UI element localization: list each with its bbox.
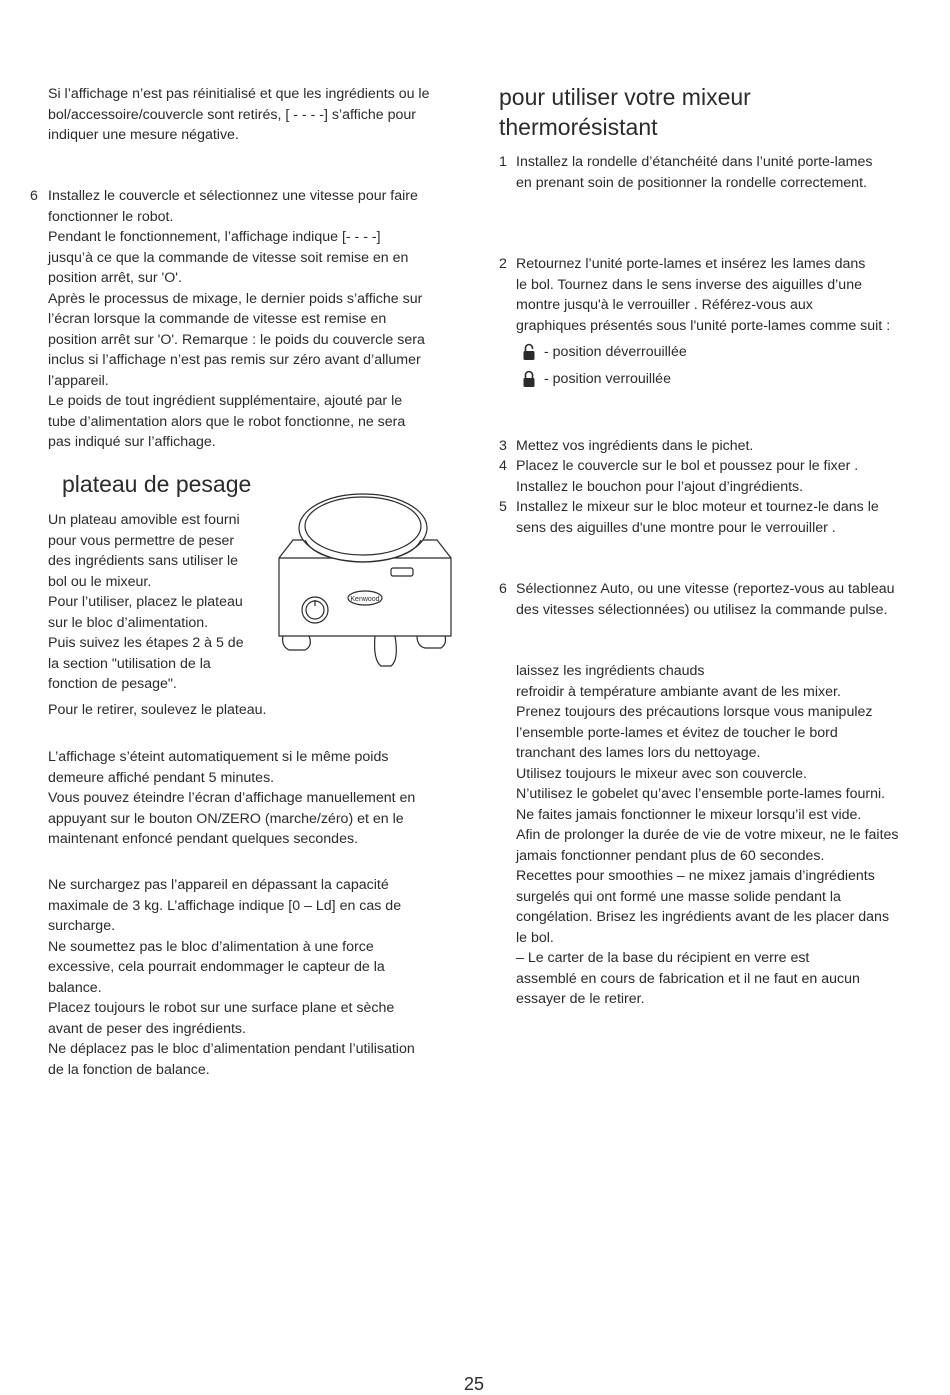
text-line: Utilisez toujours le mixeur avec son couvercle. — [516, 765, 807, 782]
step-5-paragraph — [516, 497, 879, 538]
text-line: demeure affiché pendant 5 minutes. — [48, 769, 275, 786]
text-line: pour utiliser votre mixeur — [499, 84, 751, 110]
text-line: L’affichage s’éteint automatiquement si le même poids — [48, 749, 389, 765]
text-line: congélation. Brisez les ingrédients avant de les placer dans — [516, 909, 890, 925]
text-line: inclus si l’affichage n’est pas remis sur zéro avant d’allumer — [48, 352, 421, 368]
text-line: appuyant sur le bouton ON/ZERO (marche/zéro) et en le — [48, 810, 404, 827]
step-3-paragraph — [516, 436, 753, 457]
text-line: Après le processus de mixage, le dernier poids s’affiche sur — [48, 290, 423, 307]
notes-paragraph — [516, 661, 899, 1010]
step-6-number: 6 — [30, 188, 38, 204]
text-line: bol ou le mixeur. — [48, 573, 152, 590]
text-line: l’ensemble porte-lames et évitez de toucher le bord — [516, 724, 838, 741]
text-line: Placez toujours le robot sur une surface plane et sèche — [48, 1000, 395, 1016]
section-heading — [499, 82, 751, 142]
scale-logo-text: Kenwood — [350, 596, 380, 603]
text-line: Pour l’utiliser, placez le plateau — [48, 594, 243, 610]
text-line: sens des aiguilles d'une montre pour le verrouiller . — [516, 519, 836, 536]
text-line: position arrêt sur 'O'. Remarque : le poids du couvercle sera — [48, 331, 425, 348]
text-line: surgelés qui ont formé une masse solide pendant la — [516, 888, 841, 905]
text-line: des ingrédients sans utiliser le — [48, 553, 239, 569]
step-6-right-number: 6 — [499, 581, 507, 597]
text-line: excessive, cela pourrait endommager le capteur de la — [48, 959, 385, 975]
step-3-number: 3 — [499, 438, 507, 454]
text-line: Puis suivez les étapes 2 à 5 de — [48, 635, 244, 651]
text-line: Vous pouvez éteindre l’écran d’affichage manuellement en — [48, 790, 416, 806]
step-2-paragraph — [516, 254, 890, 336]
text-line: Installez le bouchon pour l’ajout d’ingrédients. — [516, 478, 804, 495]
text-line: Recettes pour smoothies – ne mixez jamais d’ingrédients — [516, 868, 875, 884]
text-line: pour vous permettre de peser — [48, 532, 235, 549]
text-line: Le poids de tout ingrédient supplémentaire, ajouté par le — [48, 393, 403, 409]
unlocked-row — [522, 342, 687, 362]
weighing-platform-illustration — [275, 488, 455, 673]
remove-plate-line: Pour le retirer, soulevez le plateau. — [48, 702, 267, 718]
text-line: Prenez toujours des précautions lorsque vous manipulez — [516, 704, 873, 720]
text-line: Ne déplacez pas le bloc d’alimentation pendant l’utilisation — [48, 1041, 415, 1057]
auto-off-paragraph — [48, 747, 415, 850]
text-line: Ne soumettez pas le bloc d’alimentation à une force — [48, 938, 374, 955]
text-line: l’appareil. — [48, 372, 109, 389]
text-line: en prenant soin de positionner la rondelle correctement. — [516, 174, 867, 191]
text-line: indiquer une mesure négative. — [48, 127, 239, 143]
plateau-paragraph — [48, 510, 244, 695]
text-line: Ne faites jamais fonctionner le mixeur lorsqu’il est vide. — [516, 806, 862, 823]
text-line: la section "utilisation de la — [48, 655, 211, 672]
text-line: Retournez l’unité porte-lames et insérez les lames dans — [516, 256, 866, 272]
text-line: tube d’alimentation alors que le robot fonctionne, ne sera — [48, 413, 406, 430]
text-line: position arrêt, sur 'O'. — [48, 270, 182, 286]
step-4-paragraph — [516, 456, 858, 497]
text-line: Placez le couvercle sur le bol et poussez pour le fixer . — [516, 458, 859, 474]
text-line: le bol. Tournez dans le sens inverse des aiguilles d’une — [516, 276, 862, 293]
locked-label: - position verrouillée — [544, 371, 671, 387]
locked-row — [522, 369, 671, 389]
unlocked-label: - position déverrouillée — [544, 344, 687, 360]
text-line: Installez le couvercle et sélectionnez une vitesse pour faire — [48, 188, 418, 204]
text-line: surcharge. — [48, 918, 116, 934]
text-line: fonction de pesage". — [48, 676, 177, 692]
text-line: Si l’affichage n’est pas réinitialisé et que les ingrédients ou le — [48, 86, 430, 102]
locked-padlock-icon — [522, 370, 536, 388]
text-line: Ne surchargez pas l’appareil en dépassant la capacité — [48, 877, 389, 893]
plateau-heading: plateau de pesage — [62, 471, 252, 497]
text-line: Installez la rondelle d’étanchéité dans l’unité porte-lames — [516, 154, 873, 170]
text-line: jamais fonctionner pendant plus de 60 secondes. — [516, 847, 825, 864]
text-line: N’utilisez le gobelet qu’avec l’ensemble porte-lames fourni. — [516, 786, 886, 802]
text-line: maximale de 3 kg. L’affichage indique [0 – Ld] en cas de — [48, 897, 402, 914]
text-line: refroidir à température ambiante avant de les mixer. — [516, 683, 841, 700]
text-line: jusqu’à ce que la commande de vitesse soit remise en en — [48, 249, 409, 266]
page-number: 25 — [464, 1374, 485, 1394]
text-line: bol/accessoire/couvercle sont retirés, [ - - - -] s’affiche pour — [48, 106, 416, 123]
step-2-number: 2 — [499, 256, 507, 272]
text-line: Afin de prolonger la durée de vie de votre mixeur, ne le faites — [516, 827, 899, 843]
text-line: le bol. — [516, 929, 554, 946]
step-1-number: 1 — [499, 154, 507, 170]
text-line: fonctionner le robot. — [48, 208, 174, 225]
text-line: – Le carter de la base du récipient en verre est — [516, 950, 810, 966]
text-line: Installez le mixeur sur le bloc moteur et tournez-le dans le — [516, 499, 879, 515]
step-5-number: 5 — [499, 499, 507, 515]
text-line: balance. — [48, 979, 102, 996]
text-line: thermorésistant — [499, 114, 658, 140]
unlocked-padlock-icon — [522, 343, 536, 361]
warning-paragraph — [48, 875, 415, 1080]
text-line: pas indiqué sur l’affichage. — [48, 434, 216, 450]
text-line: l’écran lorsque la commande de vitesse est remise en — [48, 311, 387, 327]
step-6-paragraph — [48, 186, 425, 453]
text-line: montre jusqu'à le verrouiller . Référez-vous aux — [516, 297, 813, 313]
text-line: laissez les ingrédients chauds — [516, 663, 705, 679]
text-line: Mettez vos ingrédients dans le pichet. — [516, 438, 754, 454]
text-line: assemblé en cours de fabrication et il ne faut en aucun — [516, 970, 860, 987]
text-line: graphiques présentés sous l'unité porte-lames comme suit : — [516, 317, 891, 334]
text-line: de la fonction de balance. — [48, 1061, 210, 1078]
step-6-right-paragraph — [516, 579, 895, 620]
text-line: maintenant enfoncé pendant quelques secondes. — [48, 831, 358, 847]
text-line: Sélectionnez Auto, ou une vitesse (reportez-vous au tableau — [516, 581, 895, 597]
text-line: avant de peser des ingrédients. — [48, 1020, 246, 1037]
text-line: Pendant le fonctionnement, l’affichage indique [- - - -] — [48, 229, 381, 245]
text-line: sur le bloc d’alimentation. — [48, 614, 209, 631]
intro-paragraph — [48, 84, 429, 146]
text-line: des vitesses sélectionnées) ou utilisez la commande pulse. — [516, 601, 888, 618]
step-1-paragraph — [516, 152, 872, 193]
text-line: tranchant des lames lors du nettoyage. — [516, 745, 761, 761]
step-4-number: 4 — [499, 458, 507, 474]
text-line: Un plateau amovible est fourni — [48, 512, 240, 528]
text-line: essayer de le retirer. — [516, 991, 645, 1007]
